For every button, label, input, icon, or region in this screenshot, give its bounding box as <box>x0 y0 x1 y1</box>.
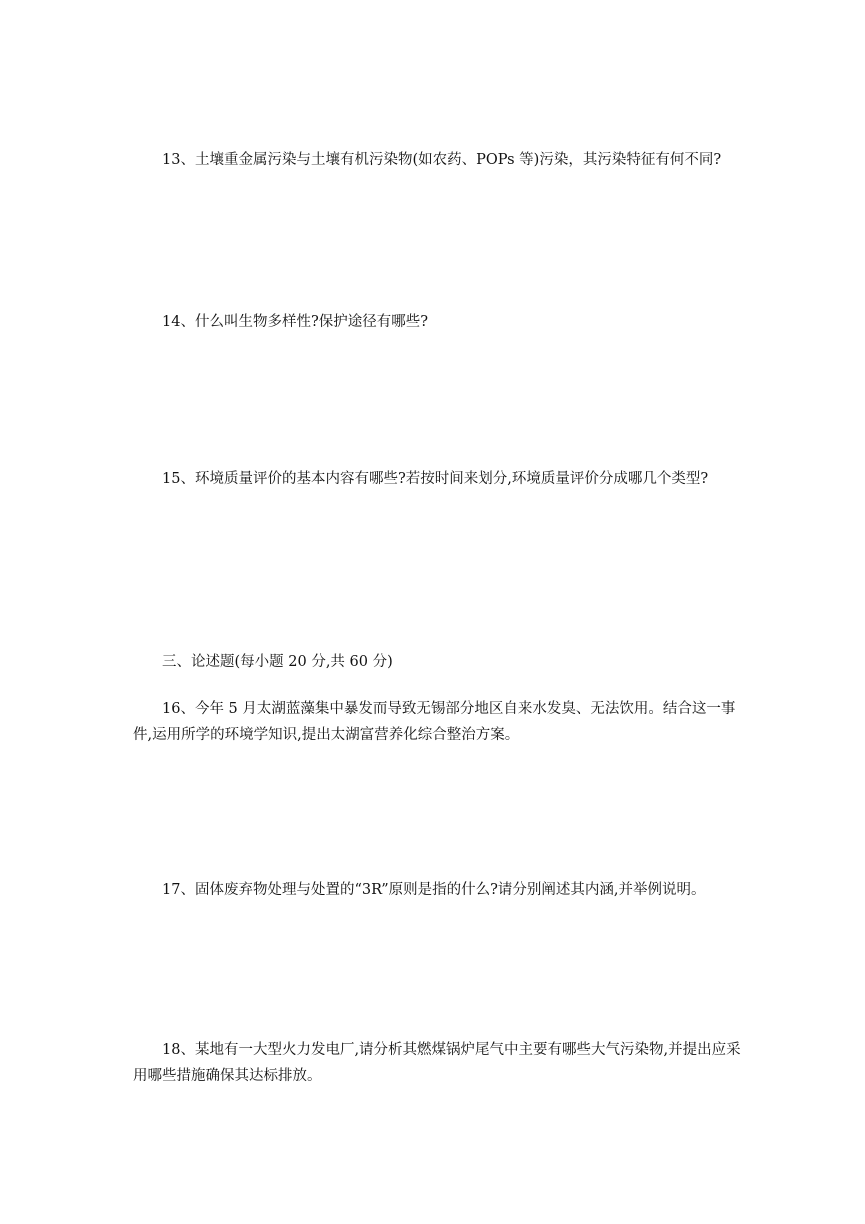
question-15: 15、环境质量评价的基本内容有哪些?若按时间来划分,环境质量评价分成哪几个类型? <box>162 471 709 487</box>
section-heading-essay: 三、论述题(每小题 20 分,共 60 分) <box>162 654 393 670</box>
question-16: 16、今年 5 月太湖蓝藻集中暴发而导致无锡部分地区自来水发臭、无法饮用。结合这一事件,运用所学的环境学知识,提出太湖富营养化综合整治方案。 <box>133 701 736 743</box>
question-13: 13、土壤重金属污染与土壤有机污染物(如农药、POPs 等)污染，其污染特征有何不同? <box>162 152 722 168</box>
question-14: 14、什么叫生物多样性?保护途径有哪些? <box>162 314 428 330</box>
question-17: 17、固体废弃物处理与处置的“3R”原则是指的什么?请分别阐述其内涵,并举例说明。 <box>162 882 706 898</box>
question-18: 18、某地有一大型火力发电厂,请分析其燃煤锅炉尾气中主要有哪些大气污染物,并提出应采用哪些措施确保其达标排放。 <box>133 1042 741 1084</box>
